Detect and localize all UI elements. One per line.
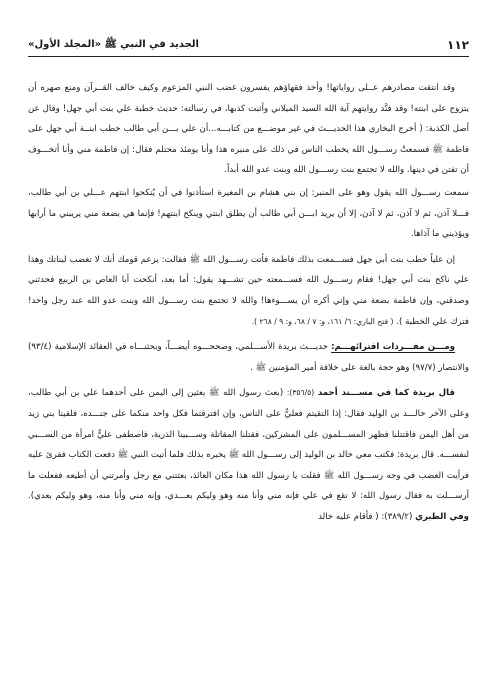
paragraph-1 [28,78,469,181]
paragraph-3-reference: ( فتح الباري: ٦/ ١٦١، و: ٧ / ٦٨، و: ٩ / ٢٦٨ ). [251,316,394,326]
header-divider [28,56,469,57]
paragraph-3 [28,250,469,332]
book-title: الجديد في النبي ﷺ «المجلد الأول» [28,39,199,50]
paragraph-5 [28,383,469,527]
paragraph-5-text: (بعث رسول الله ﷺ بعثين إلى اليمن على أحدهما علي بن أبي طالب، وعلى الآخر خالـــد بن الوليد فقال: إذا التقيتم فعليٌّ على الناس، وإن افترقتما فكل واحد منكما على جنـــده، فلقينا بني زيد من أهل اليمن فاقتتلنا فظهر المســـلمون على المشركين، فقتلنا المقاتلة وســـبينا الذرية، فاصطفى عليٌّ امرأة من الســـبي لنفســـه. قال بريدة: فكتب معي خالد بن الوليد إلى رســـول الله ﷺ يخبره بذلك فلما أتيت النبي ﷺ دفعت الكتاب فقرئ عليه فرأيت الغضب في وجه رســـول الله ﷺ فقلت يا رسول الله هذا مكان العائذ، بعثتني مع رجل وأمرتني أن أطيعه ففعلت ما أرســـلت به فقال رسول الله: لا تقع في علي فإنه مني وأنا منه وهو وليكم بعـــدي، وإنه مني وأنا منه، وهو وليكم بعدي). [28,388,469,502]
paragraph-4 [28,337,469,378]
paragraph-1-text: وقد انتقت مصادرهم عــلى رواياتها! وأخذ فقهاؤهم يفسرون غضب النبي المزعوم وكيف خالف القــرآن ومنع صهره أن يتزوج على ابنته! وقد فنَّد روايتهم آية الله السيد الميلاني وأثبت كذبها، في رسالته: حديث خطبة علي بنت أبي جهل! وقال عن أصل الكذبة: ( أخرج البخاري هذا الحديـــث في غير موضـــع من كتابـــه...أن علي بـــن أبي طالب خطب ابنــة أبي جهل على فاطمة ﷺ فسمعتْ رســـول الله يخطب الناس في ذلك على منبره هذا وأنا يومئذ محتلم فقال: إن فاطمة مني وأنا أتخـــوف أن تفتن في دينها. والله لا تجتمع بنت رســـول الله وبنت عدو الله أبداً. [28,83,469,176]
page-number: ١١٢ [447,38,469,52]
paragraph-5-reference: (٣٥٦/٥): [286,388,315,398]
paragraph-2-text: سمعت رســـول الله يقول وهو على المنبر: إن بني هشام بن المغيرة استأذنوا في أن يُنكحوا ابنتهم عـــلي بن أبي طالب، فـــلا آذن، ثم لا آذن، ثم لا آذن، إلا أن يريد ابـــن أبي طالب أن يطلق ابنتي وينكح ابنتهم! فإنما هي بضعة مني يريبني ما أرابها ويؤذيني ما آذاها. [28,187,469,240]
section-heading: ومـــن مفـــردات افترائهـــم: [331,342,455,353]
paragraph-3-text: إن علياً خطب بنت أبي جهل فســـمعت بذلك فاطمة فأتت رســـول الله ﷺ فقالت: يزعم قومك أنك لا تغضب لبناتك وهذا علي ناكح بنت أبي جهل! فقام رســـول الله فســـمعته حين تشـــهد يقول: أما بعد، أنكحت أبا العاص بن الربيع فحدثني وصدقني، وإن فاطمة بضعة مني وإني أكره أن يســـوءها! والله لا تجتمع بنت رســـول الله وبنت عدو الله عند رجل واحد! فترك علي الخطبة ). [28,254,469,327]
paragraph-5-tail-lead: وفي الطبري [415,511,469,522]
body-text [28,78,469,529]
paragraph-2 [28,183,469,245]
paragraph-5-lead: قال بريدة كما في مســـند أحمد [317,388,455,399]
book-page [28,0,469,695]
paragraph-4-text: حديـــث بريدة الأســـلمي، وصححـــوه أيضـــاً، وبحثنـــاه في العقائد الإسلامية (٩٣/٤) والانتصار (٩٧/٧) وهو حجة بالغة على خلافة أمير المؤمنين ﷺ . [28,342,469,373]
running-header [28,36,469,52]
paragraph-5-tail-text: (٣٨٩/٢): ( فأقام عليه خالد [318,511,413,522]
